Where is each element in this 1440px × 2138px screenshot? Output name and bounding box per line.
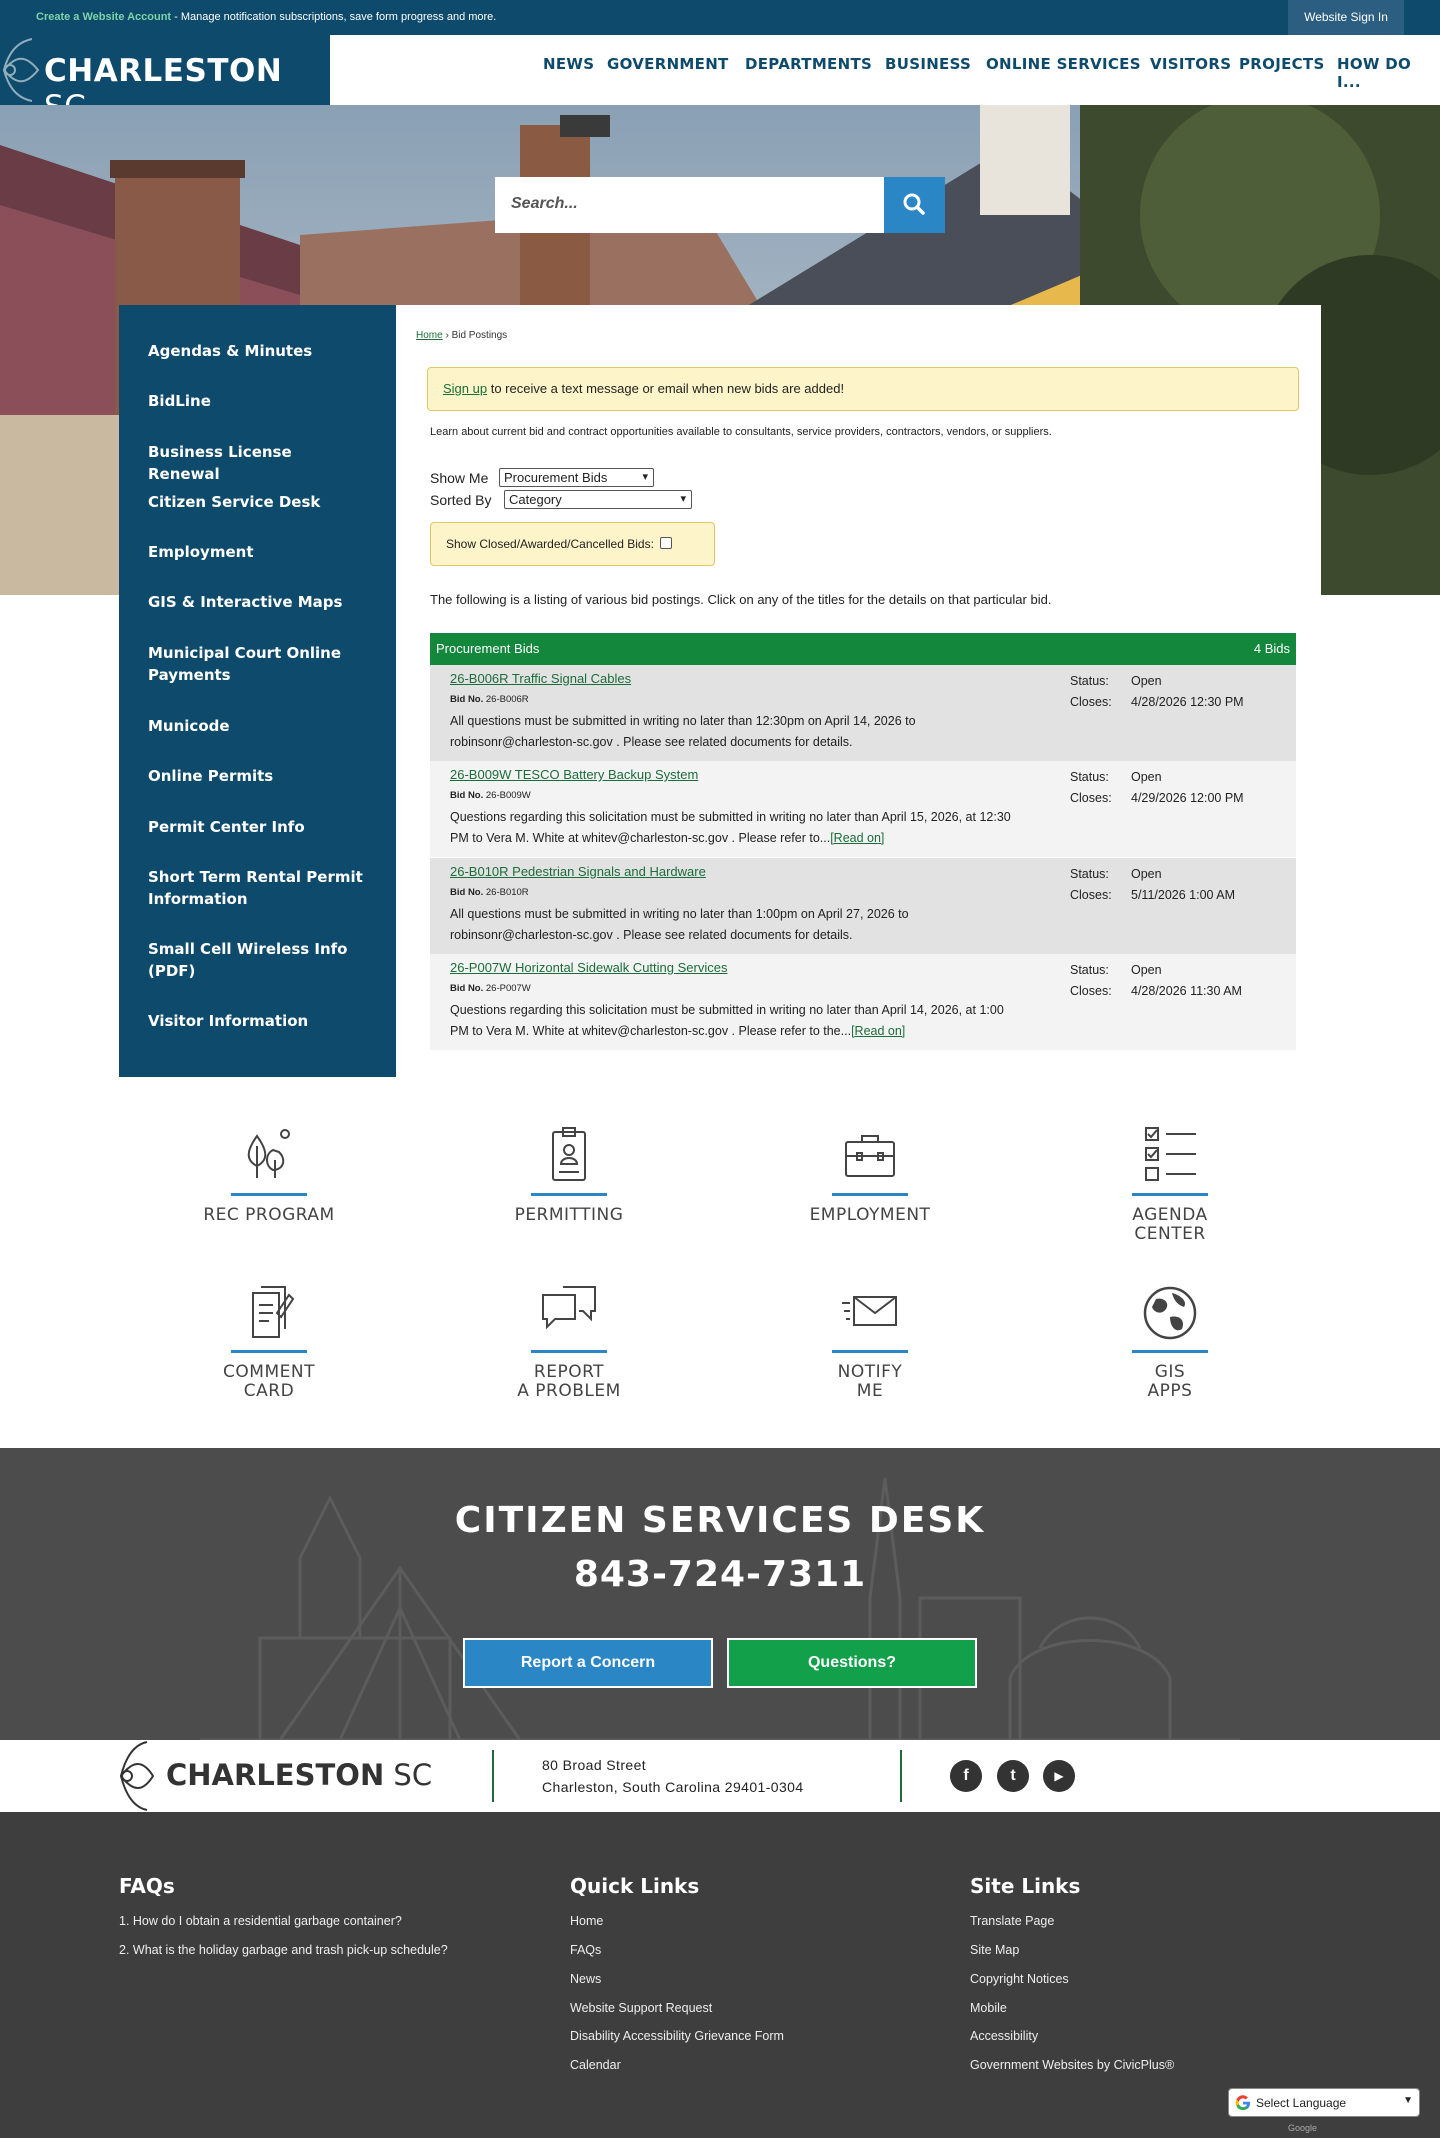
site-logo[interactable] [0, 35, 330, 105]
bid-labels: Status: Closes: [1070, 674, 1112, 709]
footer-address: 80 Broad Street Charleston, South Carolina 29401-0304 [542, 1757, 804, 1795]
footer-quick-link[interactable]: Disability Accessibility Grievance Form [570, 2029, 784, 2043]
footer-logo-text: CHARLESTON SC [166, 1758, 433, 1792]
questions-button[interactable]: Questions? [727, 1638, 977, 1688]
footer-logo-strip [0, 1740, 1440, 1812]
bid-description: Questions regarding this solicitation must be submitted in writing no later than April 14, 2026, at 1:00 PM to Vera M. White at whitev@charleston-sc.gov . Please refer to the...[Read on] [450, 1003, 1004, 1038]
bid-values [1131, 960, 1242, 1002]
read-on-link[interactable]: [Read on] [851, 1024, 906, 1038]
language-select-label: Select Language [1256, 2096, 1347, 2110]
sorted-by-label: Sorted By [430, 492, 492, 508]
logo-flower-icon [2, 37, 46, 103]
bid-number: Bid No. 26-P007W [450, 983, 531, 994]
intro-text: Learn about current bid and contract opportunities available to consultants, service providers, contractors, vendors, or suppliers. [430, 426, 1052, 438]
footer-site-link[interactable]: Government Websites by CivicPlus® [970, 2058, 1175, 2072]
logo-text: CHARLESTON [44, 53, 283, 89]
quick-link-underline [832, 1193, 908, 1196]
nav-visitors[interactable]: VISITORS [1150, 55, 1232, 73]
footer-faqs-heading: FAQs [119, 1874, 175, 1898]
search-button[interactable] [884, 177, 945, 233]
nav-online-services[interactable]: ONLINE SERVICES [986, 55, 1141, 73]
search-icon [884, 177, 945, 233]
footer-faq-link[interactable]: 2. What is the holiday garbage and trash pick-up schedule? [119, 1943, 448, 1957]
footer-site-link[interactable]: Accessibility [970, 2029, 1039, 2043]
footer-quick-link[interactable]: FAQs [570, 1943, 602, 1957]
sidebar-item-permit-center[interactable]: Permit Center Info [148, 818, 305, 836]
nav-departments[interactable]: DEPARTMENTS [745, 55, 873, 73]
bid-closes: 4/29/2026 12:00 PM [1131, 791, 1244, 805]
report-concern-button[interactable]: Report a Concern [463, 1638, 713, 1688]
nav-projects[interactable]: PROJECTS [1239, 55, 1325, 73]
footer-site-link[interactable]: Mobile [970, 2001, 1007, 2015]
bid-description: All questions must be submitted in writing no later than 1:00pm on April 27, 2026 to robinsonr@charleston-sc.gov . Please see related documents for details. [450, 907, 909, 942]
footer-divider [492, 1750, 494, 1802]
bid-values [1131, 864, 1235, 906]
top-utility-bar [0, 0, 1440, 35]
bid-closes: 5/11/2026 1:00 AM [1131, 888, 1236, 902]
sign-up-link[interactable]: Sign up [443, 381, 488, 396]
show-closed-label: Show Closed/Awarded/Cancelled Bids: [446, 537, 654, 551]
chevron-down-icon: ▾ [642, 471, 648, 483]
footer-quick-links-heading: Quick Links [570, 1874, 700, 1898]
bids-category-title: Procurement Bids [436, 641, 540, 656]
footer-divider [900, 1750, 902, 1802]
bid-status: Open [1131, 770, 1162, 784]
listing-description: The following is a listing of various bid postings. Click on any of the titles for the details on that particular bid. [430, 592, 1052, 607]
google-attribution: Google [1288, 2123, 1318, 2133]
bid-row [430, 858, 1296, 954]
bid-row [430, 761, 1296, 857]
footer-logo-flower-icon [119, 1740, 159, 1812]
quick-link-underline [531, 1193, 607, 1196]
read-on-link[interactable]: [Read on] [830, 831, 885, 845]
sidebar-item-citizen-service-desk[interactable]: Citizen Service Desk [148, 493, 321, 511]
create-account-desc: - Manage notification subscriptions, save form progress and more. [171, 11, 497, 23]
sidebar-item-municipal-court[interactable]: Municipal Court Online Payments [148, 644, 342, 684]
sidebar-item-short-term-rental[interactable]: Short Term Rental Permit Information [148, 868, 363, 908]
nav-news[interactable]: NEWS [543, 55, 595, 73]
sidebar-item-gis-maps[interactable]: GIS & Interactive Maps [148, 593, 343, 611]
sidebar-item-visitor-info[interactable]: Visitor Information [148, 1012, 309, 1030]
bid-values [1131, 671, 1244, 713]
comment-card-icon [239, 1283, 299, 1343]
footer-site-link[interactable]: Site Map [970, 1943, 1020, 1957]
bid-number: Bid No. 26-B009W [450, 790, 531, 801]
language-select[interactable] [1228, 2088, 1420, 2117]
citizen-services-title: CITIZEN SERVICES DESK [454, 1500, 986, 1541]
quick-link-underline [1132, 1350, 1208, 1353]
bid-closes: 4/28/2026 11:30 AM [1131, 984, 1242, 998]
sidebar-item-small-cell[interactable]: Small Cell Wireless Info (PDF) [148, 940, 348, 980]
bids-table-header [430, 633, 1296, 665]
bid-labels: Status: Closes: [1070, 963, 1112, 998]
sorted-by-select[interactable]: Category ▾ [504, 490, 692, 509]
google-g-icon [1235, 2095, 1251, 2111]
sidebar-item-bidline[interactable]: BidLine [148, 392, 211, 410]
bid-number: Bid No. 26-B006R [450, 694, 529, 705]
footer-site-links-heading: Site Links [970, 1874, 1081, 1898]
citizen-services-banner [0, 1448, 1440, 1740]
chevron-down-icon: ▼ [1403, 2095, 1413, 2106]
main-navigation [330, 35, 1440, 105]
checklist-icon [1140, 1126, 1200, 1186]
footer-quick-link[interactable]: Home [570, 1914, 604, 1928]
bid-title-link[interactable]: 26-B006R Traffic Signal Cables [450, 671, 632, 686]
envelope-icon [840, 1283, 900, 1343]
bid-title-link[interactable]: 26-B009W TESCO Battery Backup System [450, 767, 699, 782]
show-closed-box [430, 522, 715, 566]
bid-values [1131, 767, 1244, 809]
signup-alert: Sign up to receive a text message or email when new bids are added! [427, 367, 1299, 411]
bid-status: Open [1131, 867, 1162, 881]
breadcrumb-home[interactable]: Home [416, 330, 443, 341]
breadcrumb: Home › Bid Postings [416, 330, 508, 341]
speech-bubbles-icon [539, 1283, 599, 1343]
site-footer [0, 1812, 1440, 2138]
sidebar-item-agendas[interactable]: Agendas & Minutes [148, 342, 313, 360]
twitter-icon[interactable]: t [997, 1760, 1029, 1792]
bids-count: 4 Bids [1253, 641, 1290, 656]
quick-link-underline [231, 1193, 307, 1196]
bid-description: All questions must be submitted in writing no later than 12:30pm on April 14, 2026 to robinsonr@charleston-sc.gov . Please see related documents for details. [450, 714, 916, 749]
footer-quick-link[interactable]: News [570, 1972, 602, 1986]
bid-row [430, 665, 1296, 761]
create-account-link[interactable]: Create a Website Account [36, 11, 172, 23]
nav-how-do-i[interactable]: HOW DO I... [1337, 55, 1412, 91]
breadcrumb-current: Bid Postings [451, 330, 508, 341]
bid-number: Bid No. 26-B010R [450, 887, 529, 898]
quick-link-underline [231, 1350, 307, 1353]
chevron-down-icon: ▾ [680, 493, 686, 505]
citizen-services-phone[interactable]: 843-724-7311 [573, 1554, 867, 1595]
quick-link-underline [832, 1350, 908, 1353]
website-sign-in-button[interactable]: Website Sign In [1288, 0, 1404, 35]
clipboard-badge-icon [539, 1126, 599, 1186]
facebook-icon[interactable]: f [950, 1760, 982, 1792]
nav-government[interactable]: GOVERNMENT [607, 55, 729, 73]
briefcase-icon [840, 1126, 900, 1186]
nav-business[interactable]: BUSINESS [885, 55, 972, 73]
tree-icon [239, 1126, 299, 1186]
search-input[interactable]: Search... [495, 177, 945, 233]
quick-link-underline [531, 1350, 607, 1353]
bid-labels: Status: Closes: [1070, 770, 1112, 805]
sidebar-item-employment[interactable]: Employment [148, 543, 254, 561]
footer-site-link[interactable]: Copyright Notices [970, 1972, 1069, 1986]
bid-description: Questions regarding this solicitation must be submitted in writing no later than April 15, 2026, at 12:30 PM to Vera M. White at whitev@charleston-sc.gov . Please refer to...[Read on] [450, 810, 1011, 845]
bid-title-link[interactable]: 26-B010R Pedestrian Signals and Hardware [450, 864, 706, 879]
sidebar-menu [119, 305, 396, 1077]
create-account-notice [36, 11, 496, 23]
youtube-icon[interactable]: ▶ [1043, 1760, 1075, 1792]
bid-labels: Status: Closes: [1070, 867, 1112, 902]
bid-status: Open [1131, 674, 1162, 688]
show-me-select[interactable]: Procurement Bids ▾ [499, 468, 654, 487]
show-closed-checkbox[interactable] [660, 537, 672, 549]
bid-title-link[interactable]: 26-P007W Horizontal Sidewalk Cutting Services [450, 960, 728, 975]
bid-row [430, 954, 1296, 1050]
footer-quick-link[interactable]: Website Support Request [570, 2001, 713, 2015]
quick-link-underline [1132, 1193, 1208, 1196]
show-me-label: Show Me [430, 470, 489, 486]
bid-status: Open [1131, 963, 1162, 977]
footer-site-link[interactable]: Translate Page [970, 1914, 1055, 1928]
sidebar-item-online-permits[interactable]: Online Permits [148, 767, 274, 785]
bid-closes: 4/28/2026 12:30 PM [1131, 695, 1244, 709]
sidebar-item-municode[interactable]: Municode [148, 717, 230, 735]
sidebar-item-business-license[interactable]: Business License Renewal [148, 443, 292, 483]
footer-faq-link[interactable]: 1. How do I obtain a residential garbage container? [119, 1914, 402, 1928]
globe-icon [1140, 1283, 1200, 1343]
footer-quick-link[interactable]: Calendar [570, 2058, 621, 2072]
